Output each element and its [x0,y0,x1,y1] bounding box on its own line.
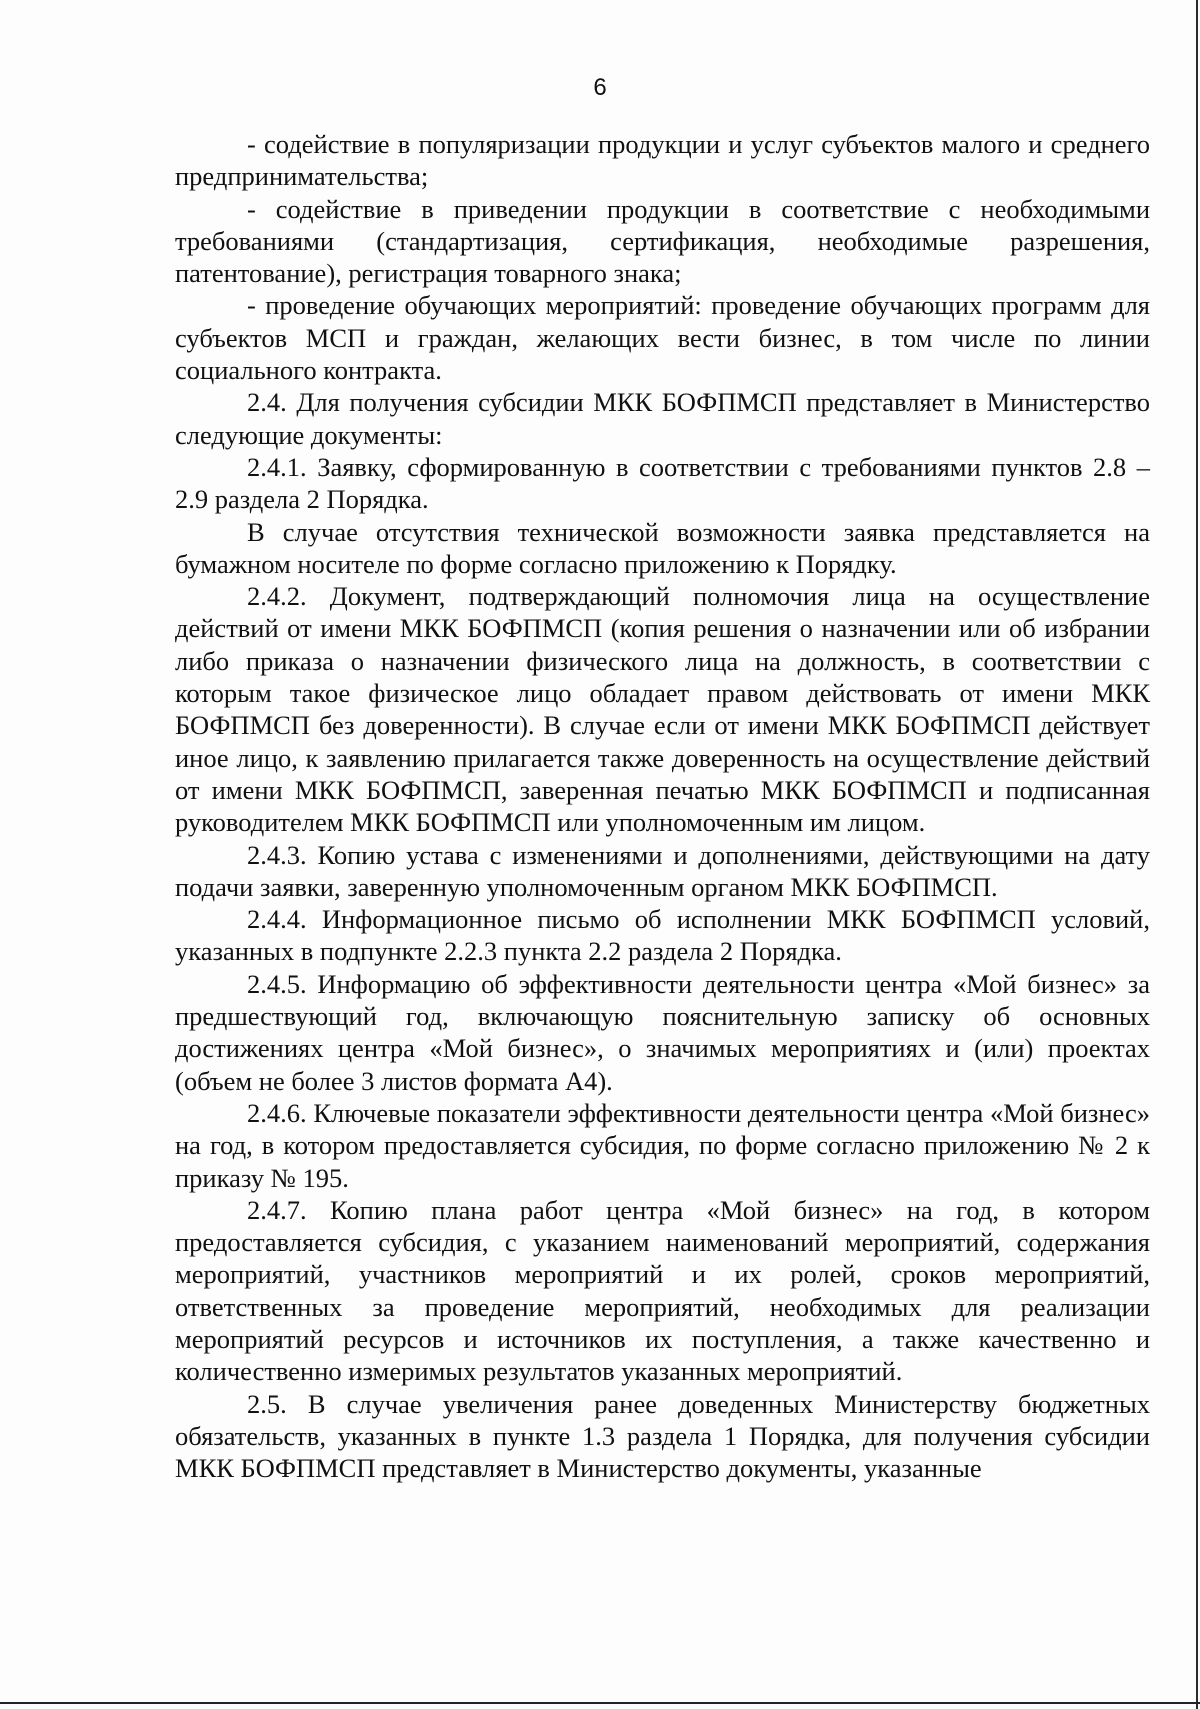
paragraph-paper-application: В случае отсутствия технической возможности заявка представляется на бумажном носителе по форме согласно приложению к Порядку. [175,516,1150,579]
paragraph-2-4-2: 2.4.2. Документ, подтверждающий полномочия лица на осуществление действий от имени МКК БОФПМСП (копия решения о назначении или об избрании либо приказа о назначении физического лица на должность, в соответствии с которым такое физическое лицо обладает правом действовать от имени МКК БОФПМСП без доверенности). В случае если от имени МКК БОФПМСП действует иное лицо, к заявлению прилагается также доверенность на осуществление действий от имени МКК БОФПМСП, заверенная печатью МКК БОФПМСП и подписанная руководителем МКК БОФПМСП или уполномоченным им лицом. [175,581,1150,838]
paragraph-2-4-7: 2.4.7. Копию плана работ центра «Мой бизнес» на год, в котором предоставляется субсидия, с указанием наименований мероприятий, содержания мероприятий, участников мероприятий и их ролей, сроков мероприятий, ответственных за проведение мероприятий, необходимых для реализации мероприятий ресурсов и источников их поступления, а также качественно и количественно измеримых результатов указанных мероприятий. [175,1194,1150,1387]
paragraph-2-4-4: 2.4.4. Информационное письмо об исполнении МКК БОФПМСП условий, указанных в подпункте 2.2.3 пункта 2.2 раздела 2 Порядка. [175,904,1150,967]
paragraph-certification: - содействие в приведении продукции в соответствие с необходимыми требованиями (стандартизация, сертификация, необходимые разрешения, патентование), регистрация товарного знака; [175,193,1150,289]
scan-edge-right [1196,0,1198,1709]
paragraph-2-4-1: 2.4.1. Заявку, сформированную в соответствии с требованиями пунктов 2.8 – 2.9 раздела 2 Порядка. [175,451,1150,515]
scan-edge-bottom [0,1702,1200,1704]
paragraph-2-4-3: 2.4.3. Копию устава с изменениями и дополнениями, действующими на дату подачи заявки, заверенную уполномоченным органом МКК БОФПМСП. [175,839,1150,902]
document-body [175,128,1150,1484]
paragraph-2-4: 2.4. Для получения субсидии МКК БОФПМСП представляет в Министерство следующие документы: [175,387,1150,450]
paragraph-popularization: - содействие в популяризации продукции и услуг субъектов малого и среднего предпринимательства; [175,129,1150,192]
page-number: 6 [593,74,607,101]
paragraph-2-4-5: 2.4.5. Информацию об эффективности деятельности центра «Мой бизнес» за предшествующий год, включающую пояснительную записку об основных достижениях центра «Мой бизнес», о значимых мероприятиях и (или) проектах (объем не более 3 листов формата А4). [175,968,1150,1096]
paragraph-2-5: 2.5. В случае увеличения ранее доведенных Министерству бюджетных обязательств, указанных в пункте 1.3 раздела 1 Порядка, для получения субсидии МКК БОФПМСП представляет в Министерство документы, указанные [175,1388,1150,1484]
paragraph-training: - проведение обучающих мероприятий: проведение обучающих программ для субъектов МСП и граждан, желающих вести бизнес, в том числе по линии социального контракта. [175,290,1150,386]
paragraph-2-4-6: 2.4.6. Ключевые показатели эффективности деятельности центра «Мой бизнес» на год, в котором предоставляется субсидия, по форме согласно приложению № 2 к приказу № 195. [175,1097,1150,1193]
